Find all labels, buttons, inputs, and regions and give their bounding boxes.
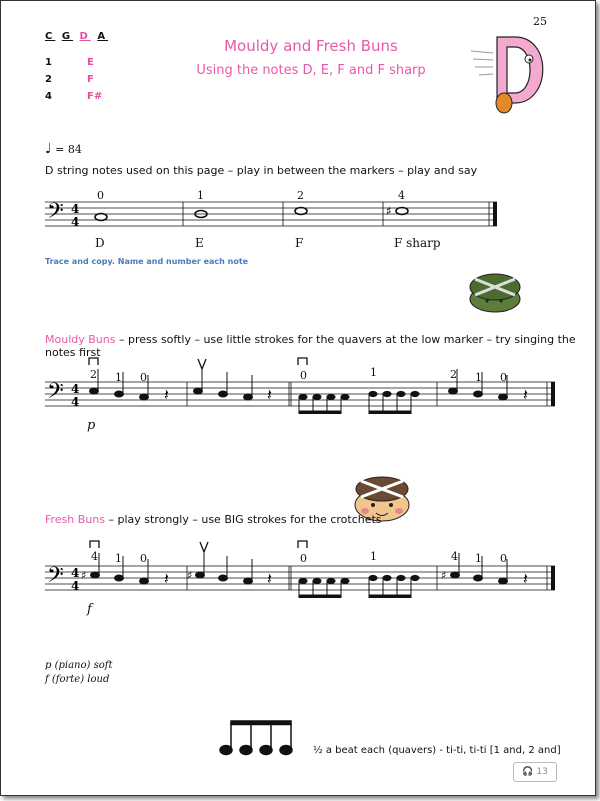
string-g: G — [61, 31, 74, 42]
page-subtitle: Using the notes D, E, F and F sharp — [196, 63, 426, 78]
dynamics-glossary — [45, 659, 112, 687]
fingering: 0 — [500, 552, 507, 565]
crotchet-rest-icon: 𝄽 — [523, 385, 528, 404]
time-signature: 4 — [71, 202, 80, 216]
dynamic-marking: p — [87, 418, 96, 433]
finger-note: E — [87, 57, 94, 68]
string-a: A — [97, 31, 109, 42]
fingering: 1 — [475, 371, 482, 384]
crotchet-note — [91, 572, 100, 578]
finger-number: 4 — [45, 91, 52, 102]
fingering: 2 — [450, 368, 457, 381]
audio-track-button[interactable] — [513, 762, 557, 782]
crotchet-note — [451, 572, 460, 578]
fingering: 0 — [140, 371, 147, 384]
time-signature: 4 — [71, 382, 80, 396]
audio-track-number: 13 — [536, 767, 548, 777]
fingering: 2 — [90, 368, 97, 381]
crotchet-rest-icon: 𝄽 — [164, 569, 169, 588]
glossary-item: f (forte) loud — [45, 674, 110, 685]
crotchet-icon: ♩ — [45, 141, 52, 157]
scale-finger: 4 — [398, 189, 405, 202]
scale-note-name: F sharp — [394, 236, 441, 250]
scale-note-name: F — [295, 236, 304, 250]
bass-clef-icon: 𝄢 — [47, 199, 64, 229]
sharp-icon: ♯ — [81, 569, 87, 582]
time-signature: 4 — [71, 395, 80, 409]
headphones-icon: 🎧 — [522, 767, 534, 777]
tempo-value: = 84 — [55, 143, 82, 156]
quaver-explanation: ½ a beat each (quavers) - ti-ti, ti-ti [1 and, 2 and] — [313, 745, 561, 756]
finger-number: 2 — [45, 74, 52, 85]
scale-note-name: D — [95, 236, 105, 250]
fingering: 4 — [91, 550, 98, 563]
scale-finger: 1 — [197, 189, 204, 202]
fingering: 1 — [115, 371, 122, 384]
fingering: 1 — [370, 366, 377, 379]
page-number: 25 — [533, 15, 547, 28]
down-bow-icon — [298, 541, 307, 548]
up-bow-icon — [200, 542, 208, 552]
page-title: Mouldy and Fresh Buns — [224, 37, 398, 55]
glossary-item: p (piano) soft — [45, 660, 113, 671]
fingering: 0 — [500, 371, 507, 384]
crotchet-rest-icon: 𝄽 — [164, 385, 169, 404]
finger-number: 1 — [45, 57, 52, 68]
crotchet-rest-icon: 𝄽 — [523, 569, 528, 588]
finger-note: F# — [87, 91, 103, 102]
crotchet-note — [115, 575, 124, 581]
bass-clef-icon: 𝄢 — [47, 379, 64, 409]
fingering: 1 — [115, 552, 122, 565]
crotchet-note — [219, 575, 228, 581]
fresh-text: – play strongly – use BIG strokes for the crotchets — [105, 513, 382, 526]
sharp-icon: ♯ — [441, 569, 447, 582]
finger-note: F — [87, 74, 94, 85]
crotchet-note — [140, 578, 149, 584]
trace-instruction: Trace and copy. Name and number each note — [45, 257, 249, 266]
bass-clef-icon: 𝄢 — [47, 563, 64, 593]
crotchet-note — [244, 578, 253, 584]
crotchet-note — [196, 572, 205, 578]
string-c: C — [45, 31, 56, 42]
fingering: 1 — [370, 550, 377, 563]
dynamic-marking: f — [87, 602, 92, 617]
fingering: 0 — [300, 369, 307, 382]
scale-note-name: E — [195, 236, 204, 250]
time-signature: 4 — [71, 579, 80, 593]
down-bow-icon — [90, 541, 99, 548]
mouldy-label: Mouldy Buns — [45, 333, 116, 346]
d-string-instruction: D string notes used on this page – play in between the markers – play and say — [45, 164, 478, 177]
crotchet-note — [474, 575, 483, 581]
fingering: 0 — [300, 552, 307, 565]
fingering: 4 — [451, 550, 458, 563]
mouldy-text: – press softly – use little strokes for the quavers at the low marker – try singing the notes first — [45, 333, 576, 359]
time-signature: 4 — [71, 566, 80, 580]
crotchet-rest-icon: 𝄽 — [267, 569, 272, 588]
string-d: D — [79, 31, 91, 42]
scale-finger: 0 — [97, 189, 104, 202]
scale-finger: 2 — [297, 189, 304, 202]
time-signature: 4 — [71, 215, 80, 229]
fingering: 1 — [475, 552, 482, 565]
sharp-icon: ♯ — [386, 204, 392, 218]
sharp-icon: ♯ — [187, 569, 193, 582]
four-quavers-icon — [217, 719, 303, 759]
crotchet-rest-icon: 𝄽 — [267, 385, 272, 404]
fresh-label: Fresh Buns — [45, 513, 105, 526]
fingering: 0 — [140, 552, 147, 565]
crotchet-note — [499, 578, 508, 584]
